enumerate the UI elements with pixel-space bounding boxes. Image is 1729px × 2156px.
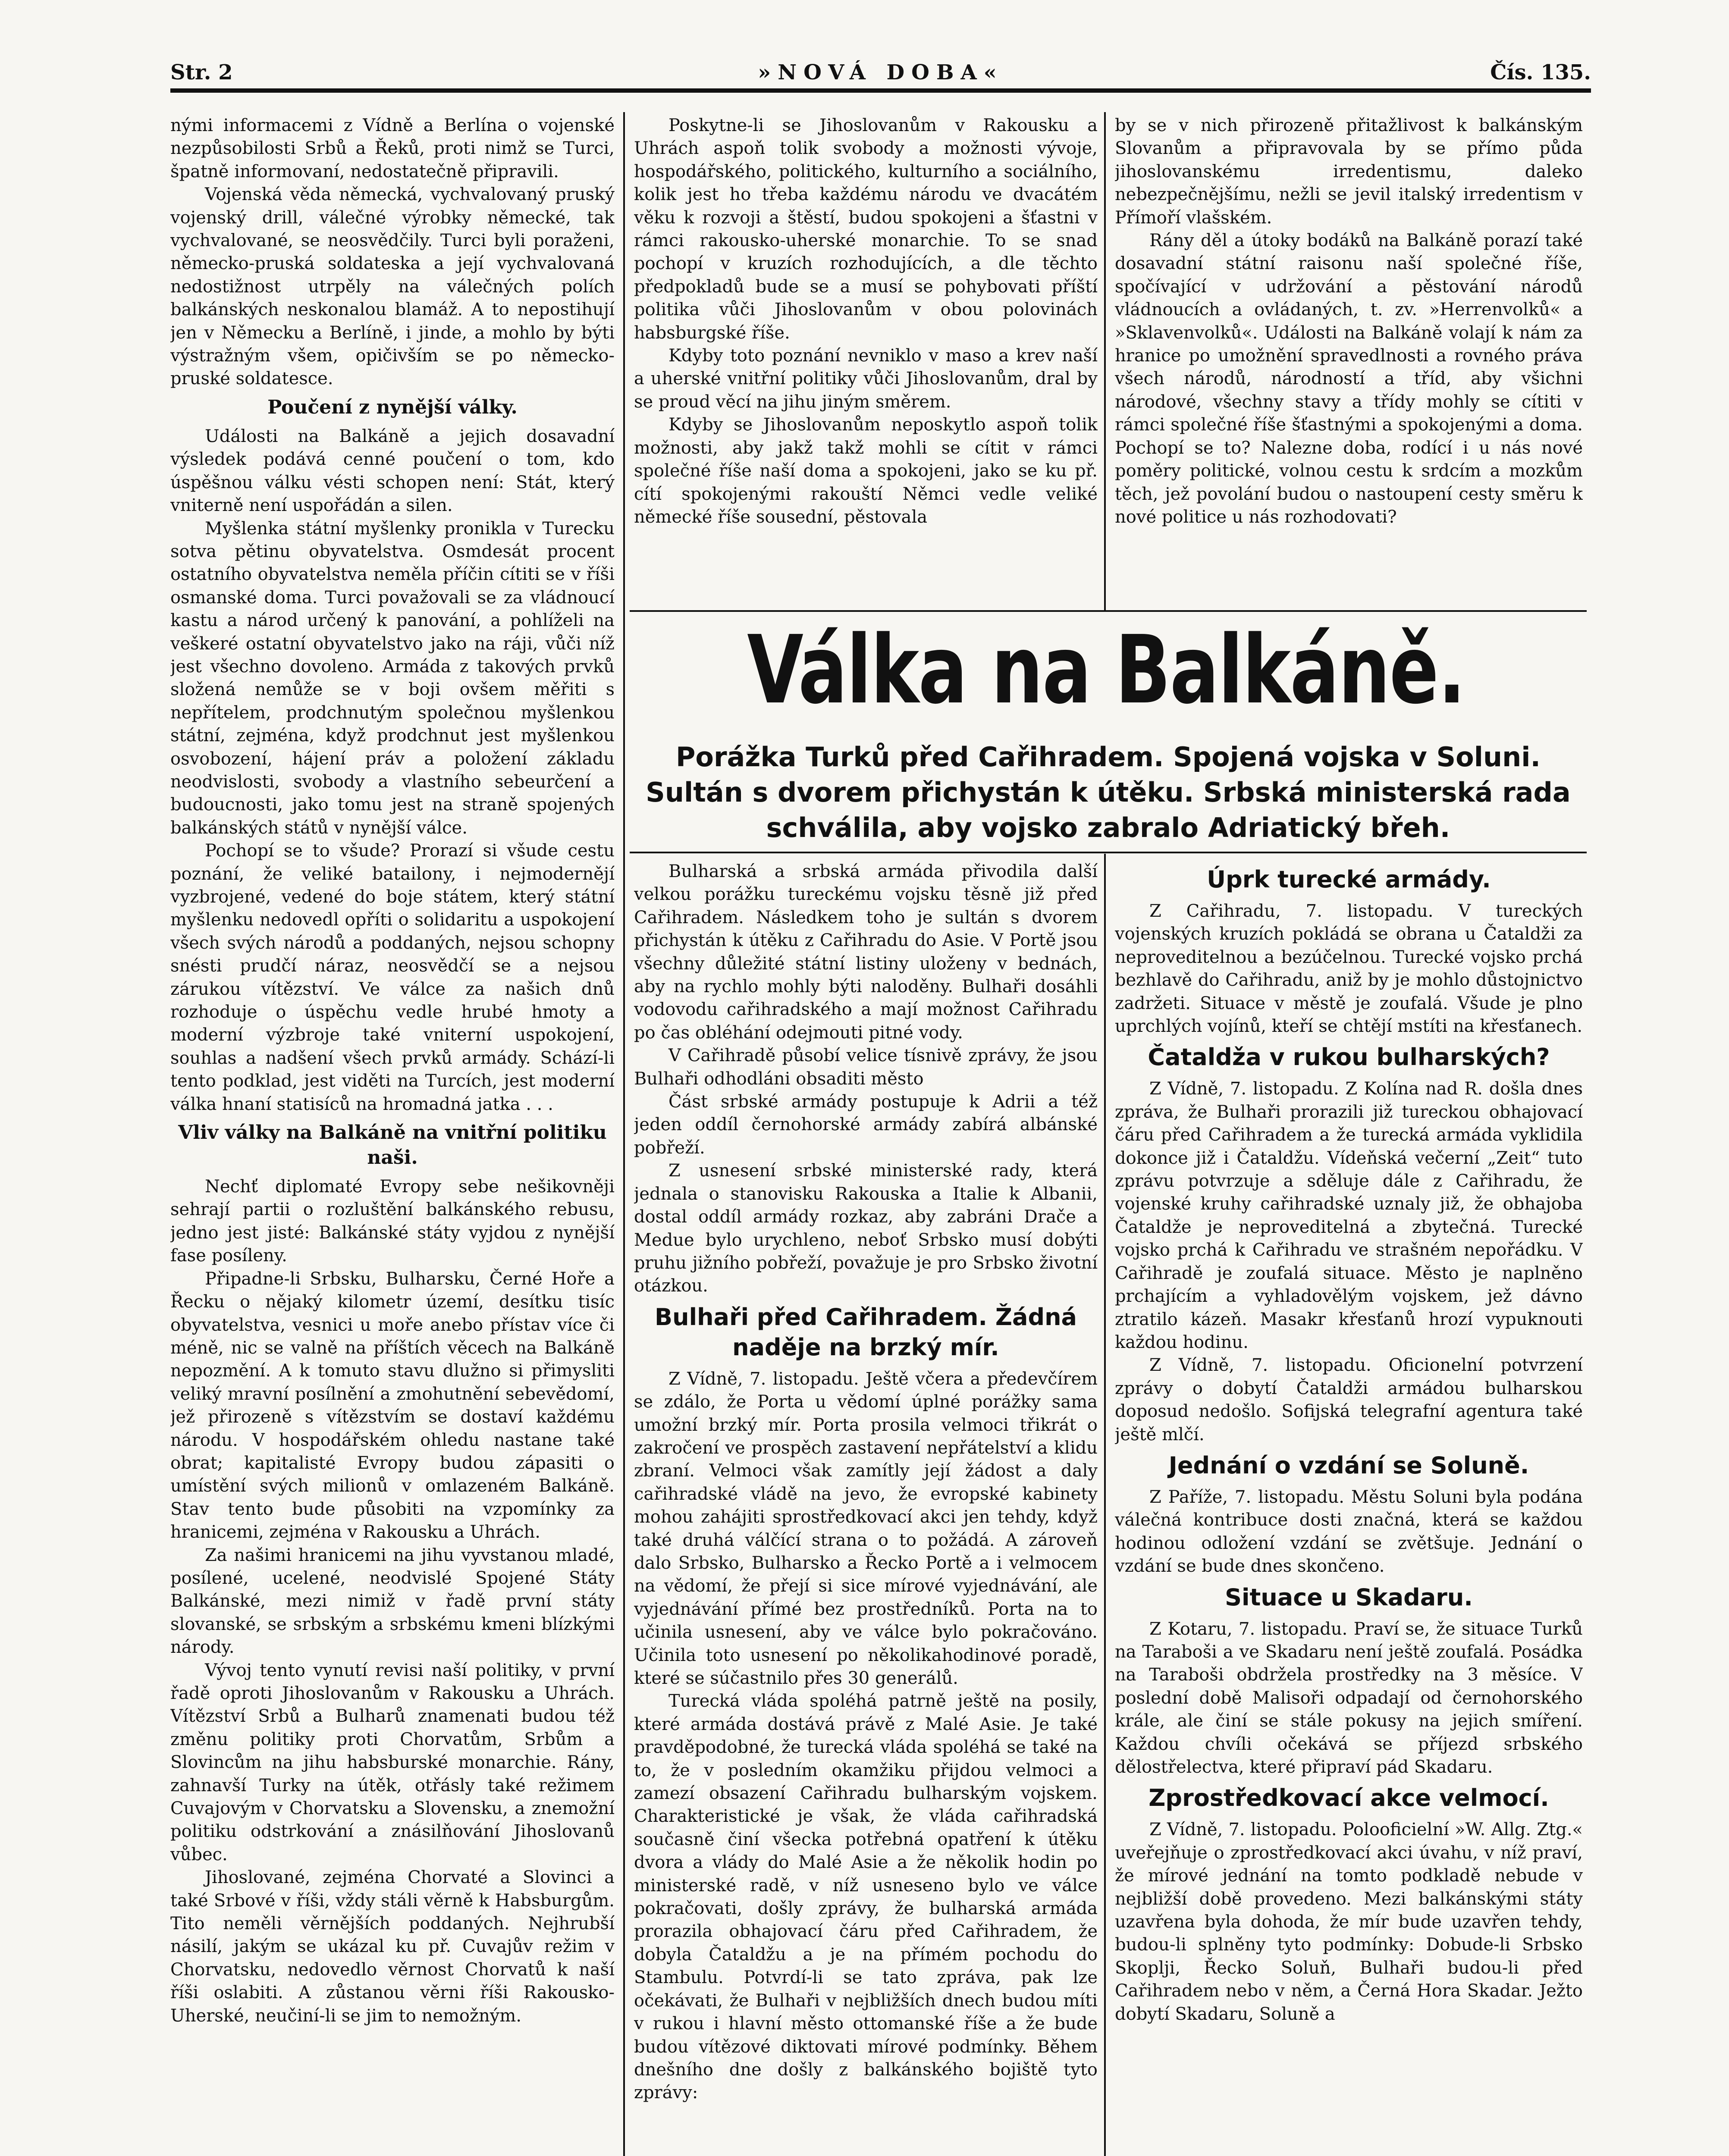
- section-heading: Situace u Skadaru.: [1225, 1583, 1473, 1611]
- paragraph: by se v nich přirozeně přitažlivost k balkánským Slovanům a připravovala by se přímo půda jihoslovanskému irredentismu, daleko nebezpečnějšímu, nežli se jevil italský irredentism v Přímoří vlašském.: [1115, 116, 1583, 228]
- paragraph: Část srbské armády postupuje k Adrii a též jeden oddíl černohorské armády zabírá albánské pobřeží.: [634, 1092, 1098, 1158]
- paragraph: nými informacemi z Vídně a Berlína o vojenské nezpůsobilosti Srbů a Řeků, proti nimž se Turci, špatně informovaní, nedostatečně připravili.: [170, 116, 615, 182]
- section-heading: Bulhaři před Cařihradem. Žádná naděje na brzký mír.: [654, 1303, 1077, 1361]
- paragraph: Vojenská věda německá, vychvalovaný pruský vojenský drill, válečné výrobky německé, tak vychvalované, se neosvědčily. Turci byli poraženi, německo-pruská soldateska a její vychvalovaná nedostižnost utrpěly na válečných polích balkánských neskonalou blamáž. A to nepostihují jen v Německu a Berlíně, i jinde, a mohlo by býti výstražným všem, opičivším se po německo-pruské soldatesce.: [170, 185, 615, 389]
- newspaper-name: »NOVÁ DOBA«: [758, 60, 1004, 85]
- paragraph: Z Kotaru, 7. listopadu. Praví se, že situace Turků na Taraboši a ve Skadaru není ještě zoufalá. Posádka na Taraboši obdržela prostředky na 3 měsíce. V poslední době Malisoři odpadají od černohorského krále, ale činí se stále pokusy na jejich smíření. Každou chvíli očekává se příjezd srbského dělostřelectva, které připraví pád Skadaru.: [1115, 1619, 1583, 1777]
- column-3-top: [1115, 114, 1583, 606]
- paragraph: Turecká vláda spoléhá patrně ještě na posily, které armáda dostává právě z Malé Asie. Je také pravděpodobné, že turecká vláda spoléhá se také na to, že v posledním okamžiku přijdou velmoci a zamezí obsazení Cařihradu bulharským vojskem. Charakteristické je však, že vláda cařihradská současně činí všecka potřebná opatření k útěku dvora a vlády do Malé Asie a že několik hodin po ministerské radě, v níž usneseno bylo ve válce pokračovati, došly zprávy, že bulharská armáda prorazila obhajovací čáru před Cařihradem, že dobyla Čataldžu a je na přímém pochodu do Stambulu. Potvrdí-li se tato zpráva, pak lze očekávati, že Bulhaři v nejbližších dnech budou míti v rukou i hlavní město ottomanské říše a že bude budou vítězové diktovati mírové podmínky. Během dnešního dne došly z balkánského bojiště tyto zprávy:: [634, 1691, 1098, 2103]
- column-3-bottom: [1115, 860, 1583, 2156]
- paragraph: Rány děl a útoky bodáků na Balkáně porazí také dosavadní státní raisonu naší společné říše, spočívající v udržování a pěstování národů vládnoucích a ovládaných, t. zv. »Herrenvolků« a »Sklavenvolků«. Události na Balkáně volají k nám za hranice po umožnění spravedlnosti a rovného práva všech národů, národností a tříd, aby všichni národové, všechny stavy a třídy mohly se cítiti v rámci společné říše šťastnými a spokojenými a doma. Pochopí se to? Nalezne doba, rodící i u nás nové poměry politické, volnou cestu k srdcím a mozkům těch, jež povolání budou o nastoupení cesty směru k nové politice u nás rozhodovati?: [1115, 231, 1583, 527]
- section-heading: Zprostředkovací akce velmocí.: [1148, 1784, 1549, 1812]
- paragraph: Nechť diplomaté Evropy sebe nešikovněji sehrají partii o rozluštění balkánského rebusu, jedno jest jisté: Balkánské státy vyjdou z nynější fase posíleny.: [170, 1177, 615, 1266]
- paragraph: Připadne-li Srbsku, Bulharsku, Černé Hoře a Řecku o nějaký kilometr území, desítku tisíc obyvatelstva, vesnici u moře anebo přístav více či méně, nic se valně na příštích věcech na Balkáně nepozmění. A k tomuto stavu dlužno si přimysliti veliký mravní posílnění a zmohutnění sebevědomí, jež přirozeně s vítězstvím se dostaví každému národu. V hospodářském ohledu nastane také obrat; kapitalisté Evropy budou zápasiti o umístění svých milionů v omlazeném Balkáně. Stav tento bude působiti na vzpomínky za hranicemi, zejména v Rakousku a Uhrách.: [170, 1269, 615, 1542]
- paragraph: Z Paříže, 7. listopadu. Městu Soluni byla podána válečná kontribuce dosti značná, která se každou hodinou odložení vzdání se zvětšuje. Jednání o vzdání se bude dnes skončeno.: [1115, 1487, 1583, 1576]
- paragraph: Jihoslované, zejména Chorvaté a Slovinci a také Srbové v říši, vždy stáli věrně k Habsburgům. Tito neměli věrnějších poddaných. Nejhrubší násilí, jakým se ukázal ku př. Cuvajův režim v Chorvatsku, nedovedlo věrnost Chorvatů k naší říši oslabiti. A zůstanou věrni říši Rakousko-Uherské, neučiní-li se jim to nemožným.: [170, 1868, 615, 2026]
- section-heading: Vliv války na Balkáně na vnitřní politiku naši.: [178, 1122, 607, 1169]
- section-heading: Čataldža v rukou bulharských?: [1148, 1044, 1550, 1071]
- paragraph: Z Vídně, 7. listopadu. Ještě včera a předevčírem se zdálo, že Porta u vědomí úplné porážky sama umožní brzký mír. Porta prosila velmoci třikrát o zakročení ve prospěch zastavení nepřátelství a klidu zbraní. Velmoci však zamítly její žádost a daly cařihradské vládě na jevo, že evropské kabinety mohou zahájiti sprostředkovací akci jen tehdy, když také druhá válčící strana o to požádá. A zároveň dalo Srbsko, Bulharsko a Řecko Portě a i velmocem na vědomí, že přejí si sice mírové vyjednávání, ale vyjednávání přímé bez prostředníků. Porta na to učinila usnesení, aby ve válce bylo pokračováno. Učinila toto usnesení po několikahodinové poradě, které se súčastnilo přes 30 generálů.: [634, 1369, 1098, 1688]
- column-2-bottom: [634, 860, 1098, 2156]
- paragraph: Z Vídně, 7. listopadu. Polooficielní »W. Allg. Ztg.« uveřejňuje o zprostředkovací akci úvahu, v níž praví, že mírové jednání na tomto podkladě nebude v nejbližší době provedeno. Mezi balkánskými státy uzavřena byla dohoda, že mír bude uzavřen tehdy, budou-li splněny tyto podmínky: Dobude-li Srbsko Skoplji, Řecko Soluň, Bulhaři budou-li před Cařihradem nebo v něm, a Černá Hora Skadar. Ježto dobytí Skadaru, Soluně a: [1115, 1820, 1583, 2024]
- column-divider-2-bottom: [1104, 854, 1106, 2156]
- header-rule: [170, 88, 1591, 93]
- page-number: Str. 2: [170, 60, 233, 85]
- paragraph: Z Vídně, 7. listopadu. Z Kolína nad R. došla dnes zpráva, že Bulhaři prorazili již tureckou obhajovací čáru před Cařihradem a že turecká armáda vyklidila dokonce již i Čataldžu. Vídeňská večerní „Zeit“ tuto zprávu potvrzuje a sděluje dále z Cařihradu, že vojenské kruhy cařihradské uznaly již, že obhajoba Čataldže je neproveditelná a zbytečná. Turecké vojsko prchá k Cařihradu ve strašném nepořádku. V Cařihradě je zoufalá situace. Město je naplněno prchajícím a vyhladovělým vojskem, jež dávno ztratilo kázeň. Masakr křesťanů hrozí vypuknouti každou hodinu.: [1115, 1079, 1583, 1352]
- paragraph: Kdyby se Jihoslovanům neposkytlo aspoň tolik možnosti, aby jakž takž mohli se cítit v rámci společné říše naší doma a spokojeni, jako se ku př. cítí spokojenými rakouští Němci vedle veliké německé říše sousední, pěstovala: [634, 415, 1098, 527]
- paragraph: Bulharská a srbská armáda přivodila další velkou porážku tureckému vojsku těsně již před Cařihradem. Následkem toho je sultán s dvorem přichystán k útěku z Cařihradu do Asie. V Portě jsou všechny důležité státní listiny uloženy v bednách, aby na rychlo mohly býti naloděny. Bulhaři dosáhli vodovodu cařihradského a mají možnost Cařihradu po čas obléhání odejmouti pitné vody.: [634, 862, 1098, 1043]
- column-divider-1: [623, 112, 625, 2156]
- section-heading: Úprk turecké armády.: [1207, 866, 1491, 893]
- paragraph: Pochopí se to všude? Prorazí si všude cestu poznání, že veliké batailony, i nejmodernějí vyzbrojené, vedené do boje státem, který státní myšlenku nedovedl opříti o solidaritu a uspokojení všech svých národů a poddaných, nejsou schopny snésti prudčí náraz, neosvědčí se a nejsou zárukou vítězství. Ve válce za našich dnů rozhoduje o úspěchu vedle hrubé hmoty a moderní výzbroje také vniterní uspokojení, souhlas a nadšení všech prvků armády. Schází-li tento podklad, jest viděti na Turcích, jest moderní válka hnaní statisíců na hromadná jatka . . .: [170, 841, 615, 1114]
- page-header: [170, 52, 1591, 91]
- headline-subtitle: Porážka Turků před Cařihradem. Spojená vojska v Soluni. Sultán s dvorem přichystán k útěku. Srbská ministerská rada schválila, aby vojsko zabralo Adriatický břeh.: [646, 741, 1571, 843]
- paragraph: Kdyby toto poznání nevniklo v maso a krev naší a uherské vnitřní politiky vůči Jihoslovanům, dral by se proud věcí na jihu jiným směrem.: [634, 346, 1098, 412]
- paragraph: Z usnesení srbské ministerské rady, která jednala o stanovisku Rakouska a Italie k Albanii, dostal oddíl armády rozkaz, aby zabráni Drače a Medue bylo urychleno, neboť Srbsko musí dobýti pruhu jižního pobřeží, považuje je pro Srbsko životní otázkou.: [634, 1161, 1098, 1296]
- paragraph: Události na Balkáně a jejich dosavadní výsledek podává cenné poučení o tom, kdo úspěšnou válku vésti schopen není: Stát, který vniterně není uspořádán a silen.: [170, 426, 615, 516]
- section-heading: Jednání o vzdání se Soluně.: [1168, 1451, 1529, 1479]
- issue-number: Čís. 135.: [1490, 60, 1591, 85]
- headline-bottom-rule: [630, 852, 1587, 853]
- headline-top-rule: [630, 610, 1587, 612]
- paragraph: Za našimi hranicemi na jihu vyvstanou mladé, posílené, ucelené, neodvislé Spojené Státy Balkánské, mezi nimiž v řadě první státy slovanské, se srbským a srbskému kmeni blízkými národy.: [170, 1545, 615, 1658]
- paragraph: Poskytne-li se Jihoslovanům v Rakousku a Uhrách aspoň tolik svobody a možnosti vývoje, hospodářského, politického, kulturního a sociálního, kolik jest ho třeba každému národu ve dvacátém věku k rozvoji a štěstí, budou spokojeni a šťastni v rámci rakousko-uherské monarchie. To se snad pochopí v kruzích rozhodujících, a dle těchto předpokladů bude se a musí se pohybovati příští politika vůči Jihoslovanům v obou polovinách habsburgské říše.: [634, 116, 1098, 343]
- paragraph: Z Cařihradu, 7. listopadu. V tureckých vojenských kruzích pokládá se obrana u Čataldži za neproveditelnou a bezúčelnou. Turecké vojsko prchá bezhlavě do Cařihradu, aniž by je mohlo důstojnictvo zadržeti. Situace v městě je zoufalá. Všude je plno uprchlých vojínů, kteří se chtějí mstíti na křesťanech.: [1115, 901, 1583, 1037]
- section-heading: Poučení z nynější války.: [267, 396, 518, 418]
- column-2-top: [634, 114, 1098, 606]
- column-divider-2-top: [1104, 112, 1106, 610]
- main-headline: Válka na Balkáně.: [747, 616, 1465, 725]
- paragraph: Myšlenka státní myšlenky pronikla v Turecku sotva pětinu obyvatelstva. Osmdesát procent ostatního obyvatelstva neměla příčin cítiti se v říši osmanské doma. Turci považovali se za vládnoucí kastu a národ určený k panování, a pohlíželi na veškeré ostatní obyvatelstvo jako na ráji, vůči níž jest všechno dovoleno. Armáda z takových prvků složená nemůže se v boji ovšem měřiti s nepřítelem, prodchnutým společnou myšlenkou státní, zejména, když prodchnut jest myšlenkou osvobození, hájení práv a položení základu neodvislosti, svobody a vlastního sebeurčení a budoucnosti, jako tomu jest na straně spojených balkánských států v nynější válce.: [170, 518, 615, 838]
- column-1: [170, 114, 615, 2156]
- paragraph: Z Vídně, 7. listopadu. Oficionelní potvrzení zprávy o dobytí Čataldži armádou bulharskou doposud nedošlo. Sofijská telegrafní agentura také ještě mlčí.: [1115, 1355, 1583, 1445]
- paragraph: Vývoj tento vynutí revisi naší politiky, v první řadě oproti Jihoslovanům v Rakousku a Uhrách. Vítězství Srbů a Bulharů znamenati budou též změnu politiky proti Chorvatům, Srbům a Slovincům na jihu habsburské monarchie. Rány, zahnavší Turky na útěk, otřásly také režimem Cuvajovým v Chorvatsku a Slovensku, a znemožní politiku odstrkování a znásilňování Jihoslovanů vůbec.: [170, 1660, 615, 1865]
- paragraph: V Cařihradě působí velice tísnivě zprávy, že jsou Bulhaři odhodláni obsaditi město: [634, 1046, 1098, 1089]
